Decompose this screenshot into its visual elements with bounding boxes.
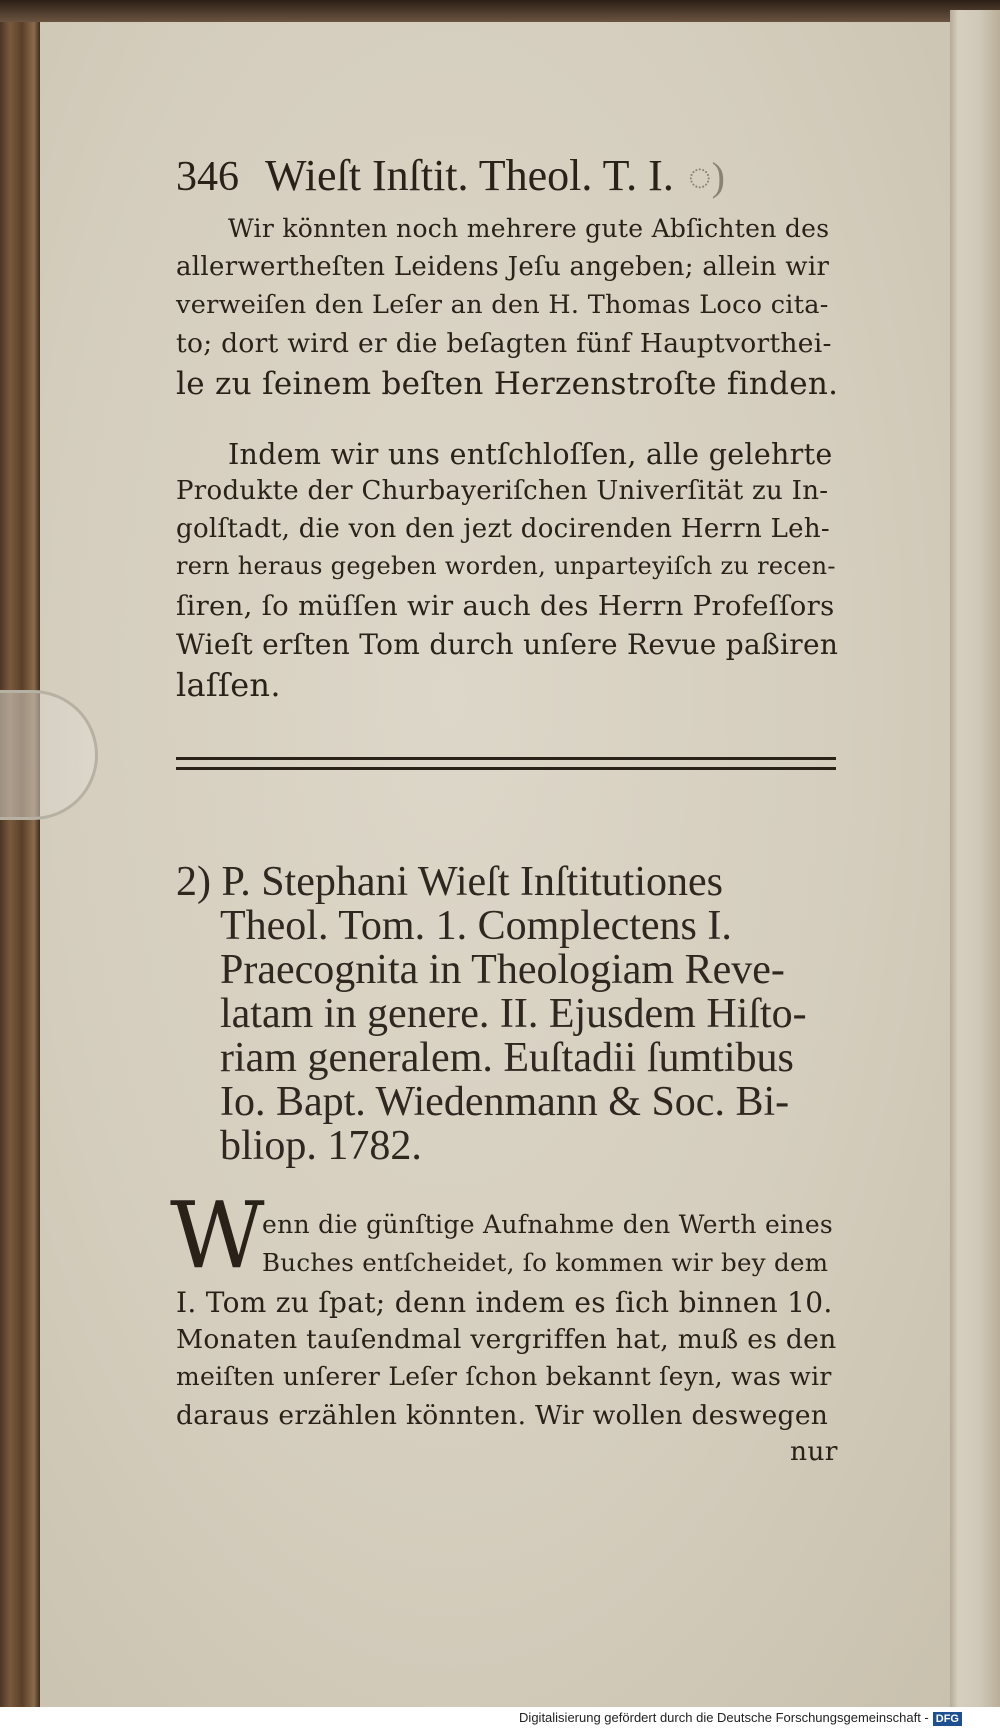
paragraph-line: allerwertheſten Leidens Jeſu angeben; allein wir [176, 252, 830, 282]
paragraph-line: golſtadt, die von den jezt docirenden Herrn Leh- [176, 514, 830, 544]
paragraph-line: Indem wir uns entſchloſſen, alle gelehrte [228, 438, 833, 471]
paragraph-line: meiſten unſerer Leſer ſchon bekannt ſeyn, was wir [176, 1362, 832, 1391]
paragraph-line: to; dort wird er die beſagten fünf Hauptvorthei- [176, 328, 832, 359]
section-rule [176, 757, 836, 773]
paragraph-line: rern heraus gegeben worden, unparteyiſch zu recen- [176, 552, 836, 580]
paragraph-line: Monaten tauſendmal vergriffen hat, muß es den [176, 1324, 837, 1355]
paragraph-line: verweiſen den Leſer an den H. Thomas Loco cita- [176, 290, 829, 320]
book-entry-line: 2) P. Stephani Wieſt Inſtitutiones [176, 859, 724, 905]
paragraph-line: laſſen. [176, 666, 281, 704]
book-entry-line: Io. Bapt. Wiedenmann & Soc. Bi- [220, 1079, 790, 1125]
digitization-credit [519, 1710, 962, 1726]
paragraph-line: Buches entſcheidet, ſo kommen wir bey dem [262, 1248, 829, 1277]
paragraph-line: le zu ſeinem beſten Herzenstroſte finden. [176, 366, 839, 402]
decorated-initial: W [170, 1182, 265, 1289]
paragraph-line: Produkte der Churbayeriſchen Univerſität zu In- [176, 476, 829, 506]
book-entry-line: Theol. Tom. 1. Complectens I. [220, 903, 732, 949]
book-entry-line: bliop. 1782. [220, 1123, 422, 1169]
paragraph-line: Wir könnten noch mehrere gute Abſichten des [228, 214, 830, 243]
page-fore-edge [950, 10, 1000, 1710]
paragraph-line: enn die günſtige Aufnahme den Werth eines [262, 1210, 834, 1239]
book-top-edge [0, 0, 1000, 22]
ink-mark: ◌) [687, 154, 725, 199]
paragraph-line: I. Tom zu ſpat; denn indem es ſich binnen 10. [176, 1286, 833, 1319]
page-number: 346 [176, 154, 239, 200]
book-entry-line: riam generalem. Euſtadii ſumtibus [220, 1035, 794, 1081]
book-entry-line: Praecognita in Theologiam Reve- [220, 947, 785, 993]
running-title: Wieſt Inſtit. Theol. T. I. [265, 151, 674, 200]
running-head [176, 150, 725, 201]
footer-text: Digitalisierung gefördert durch die Deutsche Forschungsgemeinschaft - [519, 1710, 929, 1725]
paragraph-line: ſiren, ſo müſſen wir auch des Herrn Profeſſors [176, 590, 835, 622]
paragraph-line: Wieſt erſten Tom durch unſere Revue paßiren [176, 628, 839, 661]
paragraph-line: daraus erzählen könnten. Wir wollen deswegen [176, 1400, 829, 1431]
dfg-logo: DFG [933, 1712, 962, 1726]
book-entry-line: latam in genere. II. Ejusdem Hiſto- [220, 991, 807, 1037]
catchword: nur [790, 1436, 838, 1467]
